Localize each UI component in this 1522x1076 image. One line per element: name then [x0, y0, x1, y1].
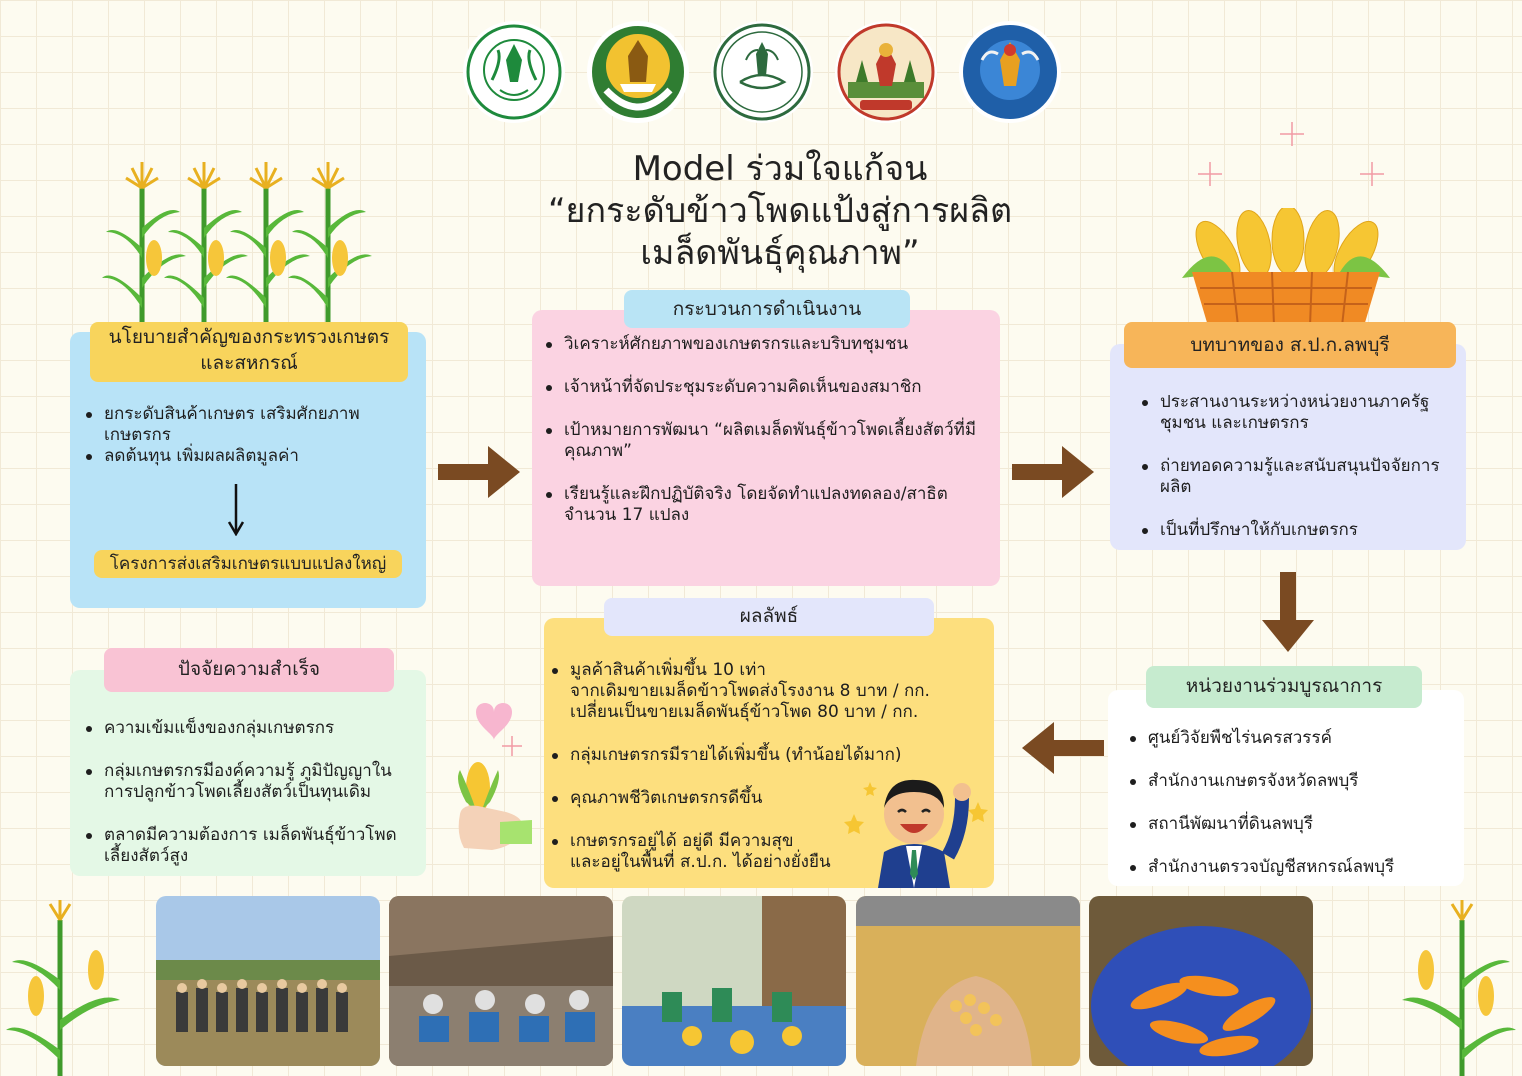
role-item: ถ่ายทอดความรู้และสนับสนุนปัจจัยการผลิต — [1140, 456, 1452, 498]
doa-seal-logo — [586, 20, 690, 124]
process-header: กระบวนการดำเนินงาน — [624, 290, 910, 328]
photo-meeting-shed — [389, 896, 613, 1066]
doae-seal-logo — [710, 20, 814, 124]
results-item — [550, 660, 990, 723]
results-header: ผลลัพธ์ — [604, 598, 934, 636]
photo-sorting-corn — [622, 896, 846, 1066]
results-item: คุณภาพชีวิตเกษตรกรดีขึ้น — [550, 788, 990, 809]
ldd-seal-logo — [834, 20, 938, 124]
results-item-4-line-1: เกษตรกรอยู่ได้ อยู่ดี มีความสุข — [570, 831, 794, 851]
down-arrow-icon — [226, 484, 246, 536]
process-item: เจ้าหน้าที่จัดประชุมระดับความคิดเห็นของสมาชิก — [544, 377, 1000, 398]
photo-group-field — [156, 896, 380, 1066]
policy-list — [84, 404, 404, 467]
partners-item: สถานีพัฒนาที่ดินลพบุรี — [1128, 814, 1458, 835]
policy-header-line-2: และสหกรณ์ — [200, 352, 298, 374]
process-item: เรียนรู้และฝึกปฏิบัติจริง โดยจัดทำแปลงทดลอง/สาธิต จำนวน 17 แปลง — [544, 484, 1000, 526]
corn-plant-right-illustration — [1372, 900, 1522, 1076]
role-header: บทบาทของ ส.ป.ก.ลพบุรี — [1124, 322, 1456, 368]
title-line-3: เมล็ดพันธุ์คุณภาพ” — [640, 233, 920, 273]
partners-item: ศูนย์วิจัยพืชไร่นครสวรรค์ — [1128, 728, 1458, 749]
process-item: วิเคราะห์ศักยภาพของเกษตรกรและบริบทชุมชน — [544, 334, 1000, 355]
partners-header: หน่วยงานร่วมบูรณาการ — [1146, 666, 1422, 708]
hand-holding-corn-illustration — [452, 694, 536, 864]
project-label: โครงการส่งเสริมเกษตรแบบแปลงใหญ่ — [94, 550, 402, 578]
success-list — [84, 718, 420, 867]
sparkle-decoration — [1196, 118, 1396, 198]
corn-basket-illustration — [1172, 208, 1400, 328]
title-line-1: Model ร่วมใจแก้จน — [632, 149, 928, 189]
partners-item: สำนักงานเกษตรจังหวัดลพบุรี — [1128, 771, 1458, 792]
role-item: ประสานงานระหว่างหน่วยงานภาครัฐ ชุมชน และเกษตรกร — [1140, 392, 1452, 434]
partners-list — [1128, 728, 1458, 878]
role-list — [1140, 392, 1452, 541]
corn-plants-illustration — [92, 158, 392, 328]
page-title — [430, 148, 1130, 274]
left-arrow-icon — [1020, 720, 1104, 776]
right-arrow-icon — [1012, 444, 1096, 500]
happy-farmer-illustration — [844, 762, 994, 888]
policy-header — [90, 322, 408, 382]
policy-item: ยกระดับสินค้าเกษตร เสริมศักยภาพเกษตรกร — [84, 404, 404, 446]
policy-item: ลดต้นทุน เพิ่มผลผลิตมูลค่า — [84, 446, 404, 467]
title-line-2: “ยกระดับข้าวโพดแป้งสู่การผลิต — [547, 191, 1013, 231]
results-item: กลุ่มเกษตรกรมีรายได้เพิ่มขึ้น (ทำน้อยได้มาก) — [550, 745, 990, 766]
results-item-1-line-3: เปลี่ยนเป็นขายเมล็ดพันธุ์ข้าวโพด 80 บาท / กก. — [570, 702, 919, 722]
cad-seal-logo — [958, 20, 1062, 124]
success-item: ตลาดมีความต้องการ เมล็ดพันธุ์ข้าวโพดเลี้ยงสัตว์สูง — [84, 825, 420, 867]
results-item-4-line-2: และอยู่ในพื้นที่ ส.ป.ก. ได้อย่างยั่งยืน — [570, 852, 831, 872]
opa-seal-logo — [462, 20, 566, 124]
results-item-1-line-2: จากเดิมขายเมล็ดข้าวโพดส่งโรงงาน 8 บาท / กก. — [570, 681, 930, 701]
corn-plant-left-illustration — [0, 900, 150, 1076]
results-item-1-line-1: มูลค้าสินค้าเพิ่มขึ้น 10 เท่า — [570, 660, 766, 680]
down-arrow-icon — [1260, 572, 1316, 654]
photo-corn-basket — [1089, 896, 1313, 1066]
process-item: เป้าหมายการพัฒนา “ผลิตเมล็ดพันธุ์ข้าวโพดเลี้ยงสัตว์ที่มีคุณภาพ” — [544, 420, 1000, 462]
success-item: ความเข้มแข็งของกลุ่มเกษตรกร — [84, 718, 420, 739]
partners-item: สำนักงานตรวจบัญชีสหกรณ์ลพบุรี — [1128, 857, 1458, 878]
role-item: เป็นที่ปรึกษาให้กับเกษตรกร — [1140, 520, 1452, 541]
photo-corn-seeds-hand — [856, 896, 1080, 1066]
success-header: ปัจจัยความสำเร็จ — [104, 648, 394, 692]
success-item: กลุ่มเกษตรกรมีองค์ความรู้ ภูมิปัญญาในการปลูกข้าวโพดเลี้ยงสัตว์เป็นทุนเดิม — [84, 761, 420, 803]
process-list — [544, 334, 1000, 526]
right-arrow-icon — [438, 444, 522, 500]
policy-header-line-1: นโยบายสำคัญของกระทรวงเกษตร — [108, 326, 390, 348]
